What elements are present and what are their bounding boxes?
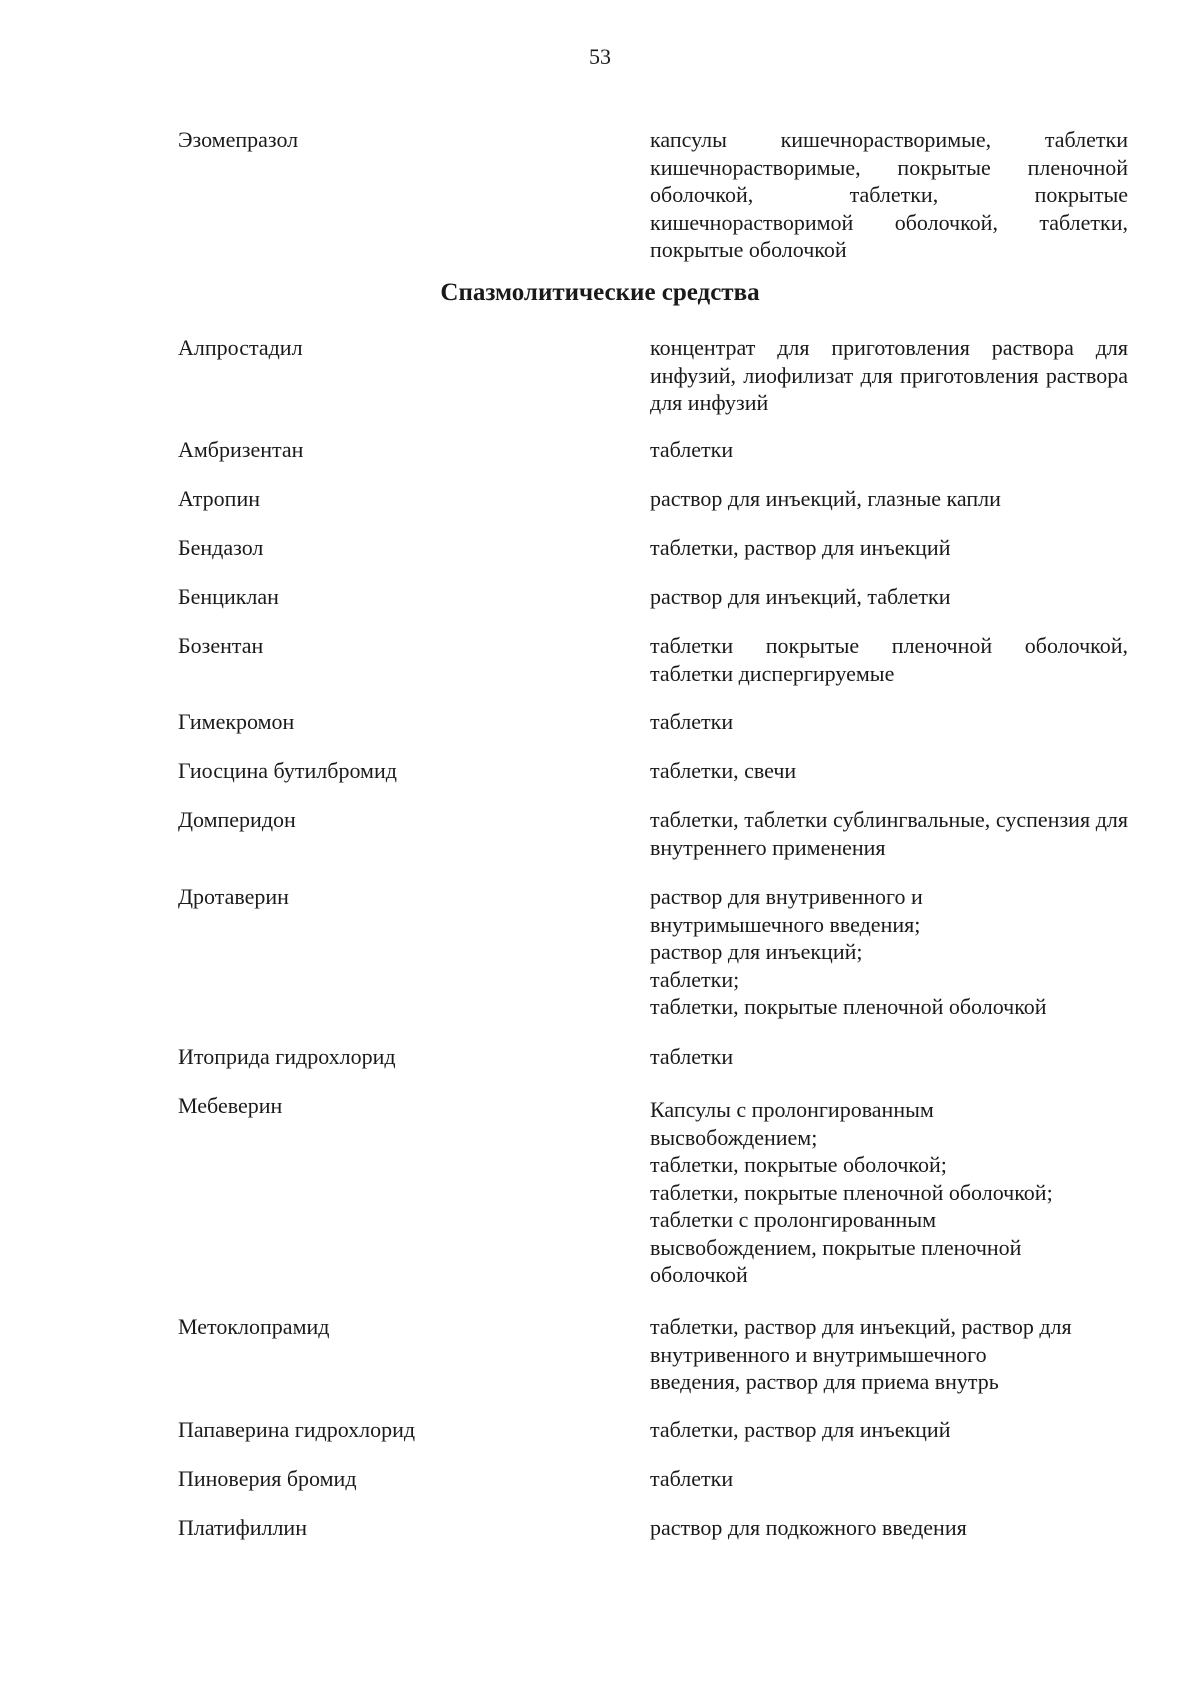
drug-forms-line: высвобождением, покрытые пленочной xyxy=(650,1234,1022,1260)
drug-forms-line: таблетки, покрытые пленочной оболочкой; xyxy=(650,1179,1053,1205)
drug-forms: таблетки xyxy=(650,437,734,462)
drug-name: Мебеверин xyxy=(178,1093,283,1118)
drug-forms: таблетки, раствор для инъекций xyxy=(650,1417,951,1442)
drug-forms-line: таблетки, раствор для инъекций, раствор для xyxy=(650,1314,1072,1339)
page-number: 53 xyxy=(589,44,611,69)
drug-name: Эзомепразол xyxy=(178,127,299,152)
drug-name: Пиноверия бромид xyxy=(178,1466,357,1491)
drug-name: Итоприда гидрохлорид xyxy=(178,1044,396,1069)
drug-name: Бендазол xyxy=(178,535,264,560)
drug-forms-line: Капсулы с пролонгированным xyxy=(650,1097,934,1122)
drug-forms-line: раствор для инъекций; xyxy=(650,939,863,964)
drug-forms: таблетки покрытые пленочной оболочкой, таблетки диспергируемые xyxy=(650,633,1128,686)
drug-forms: таблетки, свечи xyxy=(650,758,797,783)
drug-name: Амбризентан xyxy=(178,437,304,462)
drug-name: Бенциклан xyxy=(178,584,279,609)
drug-forms-line: таблетки, покрытые оболочкой; xyxy=(650,1152,947,1177)
drug-forms: таблетки xyxy=(650,1044,734,1069)
drug-forms: таблетки xyxy=(650,1466,734,1491)
drug-forms xyxy=(650,1313,1128,1396)
drug-forms: таблетки, раствор для инъекций xyxy=(650,535,951,560)
drug-name: Гимекромон xyxy=(178,709,295,734)
drug-forms-line: внутривенного и внутримышечного xyxy=(650,1341,987,1367)
drug-forms: концентрат для приготовления раствора для инфузий, лиофилизат для приготовления раствора для инфузий xyxy=(650,335,1128,415)
drug-name: Гиосцина бутилбромид xyxy=(178,758,397,783)
drug-forms-line: высвобождением; xyxy=(650,1124,818,1150)
drug-name: Атропин xyxy=(178,486,260,511)
drug-name: Папаверина гидрохлорид xyxy=(178,1417,416,1442)
drug-forms: таблетки xyxy=(650,709,734,734)
drug-name: Платифиллин xyxy=(178,1515,307,1540)
section-heading: Спазмолитические средства xyxy=(440,279,760,306)
drug-forms-line: внутримышечного введения; xyxy=(650,911,921,937)
drug-name: Дротаверин xyxy=(178,884,289,909)
drug-forms xyxy=(650,883,1128,1021)
drug-forms-line: введения, раствор для приема внутрь xyxy=(650,1369,999,1394)
drug-forms-line: таблетки; xyxy=(650,966,740,992)
drug-forms-line: таблетки с пролонгированным xyxy=(650,1207,937,1232)
drug-forms: раствор для инъекций, таблетки xyxy=(650,584,951,609)
drug-forms: капсулы кишечнорастворимые, таблетки кишечнорастворимые, покрытые пленочной оболочкой, таблетки, покрытые кишечнорастворимой оболочкой, таблетки, покрытые оболочкой xyxy=(650,127,1128,262)
drug-forms: таблетки, таблетки сублингвальные, суспензия для внутреннего применения xyxy=(650,807,1128,860)
drug-name: Алпростадил xyxy=(178,335,303,360)
drug-forms-line: раствор для внутривенного и xyxy=(650,884,923,909)
drug-forms xyxy=(650,1096,1128,1289)
drug-forms-line: таблетки, покрытые пленочной оболочкой xyxy=(650,994,1047,1019)
drug-name: Метоклопрамид xyxy=(178,1314,330,1339)
drug-forms: раствор для инъекций, глазные капли xyxy=(650,486,1001,511)
drug-forms-line: оболочкой xyxy=(650,1262,748,1287)
drug-forms: раствор для подкожного введения xyxy=(650,1515,967,1540)
drug-name: Бозентан xyxy=(178,633,264,658)
drug-name: Домперидон xyxy=(178,807,296,832)
